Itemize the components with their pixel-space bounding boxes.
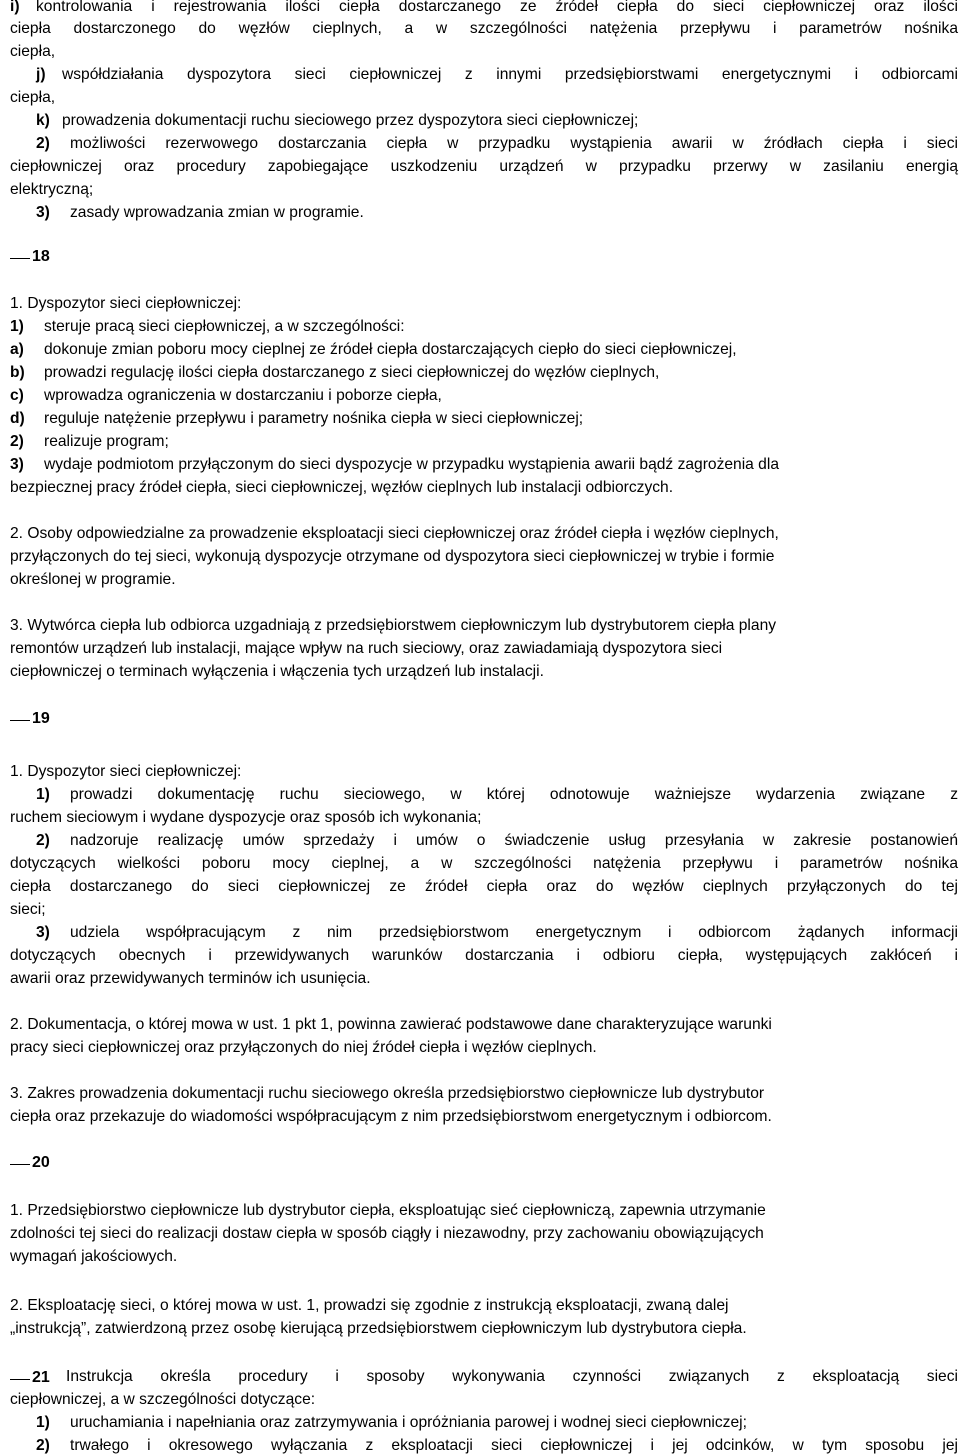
item-text: realizuje program; bbox=[44, 433, 169, 450]
item-label: a) bbox=[10, 341, 24, 358]
paragraph-line: pracy sieci ciepłowniczej oraz przyłączonych do niej źródeł ciepła i węzłów cieplnych. bbox=[10, 1039, 597, 1056]
item-label: 3) bbox=[36, 924, 50, 941]
item-label: 2) bbox=[36, 1437, 50, 1454]
paragraph-line: 1. Przedsiębiorstwo ciepłownicze lub dystrybutor ciepła, eksploatując sieć ciepłowniczą, zapewnia utrzymanie bbox=[10, 1202, 766, 1219]
paragraph-line: 3. Wytwórca ciepła lub odbiorca uzgadniają z przedsiębiorstwem ciepłowniczym lub dystrybutorem ciepła plany bbox=[10, 617, 777, 634]
paragraph-line: remontów urządzeń lub instalacji, mające wpływ na ruch sieciowy, oraz zawiadamiają dyspozytora sieci bbox=[10, 640, 723, 657]
section-number: 19 bbox=[32, 710, 50, 727]
item-text: trwałego i okresowego wyłączania z eksploatacji sieci ciepłowniczej i jej odcinków, w tym sposobu jej bbox=[70, 1437, 958, 1454]
paragraph-line: 2. Eksploatację sieci, o której mowa w ust. 1, prowadzi się zgodnie z instrukcją eksploatacji, zwaną dalej bbox=[10, 1297, 729, 1314]
paragraph-line: „instrukcją”, zatwierdzoną przez osobę kierującą przedsiębiorstwem ciepłowniczym lub dystrybutora ciepła. bbox=[10, 1320, 747, 1337]
item-j-line: współdziałania dyspozytora sieci ciepłowniczej z innymi przedsiębiorstwami energetycznymi i odbiorcami bbox=[62, 66, 958, 83]
item-label: 1) bbox=[36, 786, 50, 803]
item-i-line: ciepła dostarczonego do węzłów cieplnych, a w szczególności natężenia przepływu i parametrów nośnika bbox=[10, 20, 958, 37]
item-text: bezpiecznej pracy źródeł ciepła, sieci ciepłowniczej, węzłów cieplnych lub instalacji odbiorczych. bbox=[10, 479, 674, 496]
item-k-line: prowadzenia dokumentacji ruchu sieciowego przez dyspozytora sieci ciepłowniczej; bbox=[62, 112, 639, 129]
section-heading-20 bbox=[10, 1152, 50, 1173]
item-i-line: kontrolowania i rejestrowania ilości ciepła dostarczanego ze źródeł ciepła do sieci ciepłowniczej oraz ilości bbox=[36, 0, 958, 15]
item-label-k: k) bbox=[36, 112, 50, 129]
item-text: dotyczących wielkości poboru mocy cieplnej, a w szczególności natężenia przepływu i parametrów nośnika bbox=[10, 855, 958, 872]
item-label-i: i) bbox=[10, 0, 20, 15]
item-text: udziela współpracującym z nim przedsiębiorstwom energetycznym i odbiorcom żądanych informacji bbox=[70, 924, 958, 941]
item-text: ciepła dostarczanego do sieci ciepłowniczej ze źródeł ciepła oraz do węzłów cieplnych przyłączonych do tej bbox=[10, 878, 958, 895]
paragraph-line: określonej w programie. bbox=[10, 571, 176, 588]
paragraph-line: 2. Dokumentacja, o której mowa w ust. 1 pkt 1, powinna zawierać podstawowe dane charakteryzujące warunki bbox=[10, 1016, 772, 1033]
item-i-line: ciepła, bbox=[10, 43, 56, 60]
item-label-2: 2) bbox=[36, 135, 50, 152]
paragraph-line: ciepła oraz przekazuje do wiadomości współpracującym z nim przedsiębiorstwom energetycznym i odbiorcom. bbox=[10, 1108, 772, 1125]
paragraph-line: Instrukcja określa procedury i sposoby wykonywania czynności związanych z eksploatacją sieci bbox=[66, 1368, 958, 1385]
item-text: uruchamiania i napełniania oraz zatrzymywania i opróżniania parowej i wodnej sieci ciepłowniczej; bbox=[70, 1414, 747, 1431]
item-label: 1) bbox=[36, 1414, 50, 1431]
section-heading-19 bbox=[10, 708, 50, 729]
section-heading-18 bbox=[10, 246, 50, 267]
item-label: 2) bbox=[10, 433, 24, 450]
item-label: b) bbox=[10, 364, 25, 381]
item-text: wprowadza ograniczenia w dostarczaniu i poborze ciepła, bbox=[44, 387, 442, 404]
paragraph-line: 1. Dyspozytor sieci ciepłowniczej: bbox=[10, 763, 242, 780]
item-label: c) bbox=[10, 387, 24, 404]
item-label: 2) bbox=[36, 832, 50, 849]
section-number: 20 bbox=[32, 1154, 50, 1171]
item-text: prowadzi regulację ilości ciepła dostarczanego z sieci ciepłowniczej do węzłów cieplnych, bbox=[44, 364, 660, 381]
item-label: 1) bbox=[10, 318, 24, 335]
paragraph-line: przyłączonych do tej sieci, wykonują dyspozycje otrzymane od dyspozytora sieci ciepłowniczej w trybie i formie bbox=[10, 548, 775, 565]
paragraph-line: 3. Zakres prowadzenia dokumentacji ruchu sieciowego określa przedsiębiorstwo ciepłownicze lub dystrybutor bbox=[10, 1085, 765, 1102]
item-text: sieci; bbox=[10, 901, 46, 918]
item-label-3: 3) bbox=[36, 204, 50, 221]
paragraph-sign-icon bbox=[10, 708, 30, 721]
item-2-line: możliwości rezerwowego dostarczania ciepła w przypadku wystąpienia awarii w źródłach ciepła i sieci bbox=[70, 135, 958, 152]
paragraph-sign-icon bbox=[10, 246, 30, 259]
section-heading-21 bbox=[10, 1367, 50, 1388]
paragraph-line: 2. Osoby odpowiedzialne za prowadzenie eksploatacji sieci ciepłowniczej oraz źródeł ciepła i węzłów cieplnych, bbox=[10, 525, 779, 542]
section-number: 18 bbox=[32, 248, 50, 265]
paragraph-line: ciepłowniczej o terminach wyłączenia i włączenia tych urządzeń lub instalacji. bbox=[10, 663, 544, 680]
item-text: awarii oraz przewidywanych terminów ich usunięcia. bbox=[10, 970, 371, 987]
item-text: steruje pracą sieci ciepłowniczej, a w szczególności: bbox=[44, 318, 405, 335]
item-text: wydaje podmiotom przyłączonym do sieci dyspozycje w przypadku wystąpienia awarii bądź zagrożenia dla bbox=[44, 456, 779, 473]
paragraph-line: 1. Dyspozytor sieci ciepłowniczej: bbox=[10, 295, 242, 312]
paragraph-line: wymagań jakościowych. bbox=[10, 1248, 178, 1265]
item-j-line: ciepła, bbox=[10, 89, 56, 106]
item-2-line: ciepłowniczej oraz procedury zapobiegające uszkodzeniu urządzeń w przypadku przerwy w zasilaniu energią bbox=[10, 158, 958, 175]
item-2-line: elektryczną; bbox=[10, 181, 94, 198]
item-text: dotyczących obecnych i przewidywanych warunków dostarczania i odbioru ciepła, występujących zakłóceń i bbox=[10, 947, 958, 964]
item-label: d) bbox=[10, 410, 25, 427]
item-text: reguluje natężenie przepływu i parametry nośnika ciepła w sieci ciepłowniczej; bbox=[44, 410, 584, 427]
paragraph-sign-icon bbox=[10, 1152, 30, 1165]
item-text: nadzoruje realizację umów sprzedaży i umów o świadczenie usług przesyłania w zakresie postanowień bbox=[70, 832, 958, 849]
paragraph-line: ciepłowniczej, a w szczególności dotyczące: bbox=[10, 1391, 316, 1408]
item-label-j: j) bbox=[36, 66, 46, 83]
section-number: 21 bbox=[32, 1369, 50, 1386]
item-text: ruchem sieciowym i wydane dyspozycje oraz sposób ich wykonania; bbox=[10, 809, 482, 826]
item-3-line: zasady wprowadzania zmian w programie. bbox=[70, 204, 364, 221]
paragraph-line: zdolności tej sieci do realizacji dostaw ciepła w sposób ciągły i niezawodny, przy zachowaniu obowiązujących bbox=[10, 1225, 764, 1242]
paragraph-sign-icon bbox=[10, 1367, 30, 1380]
item-text: prowadzi dokumentację ruchu sieciowego, w której odnotowuje ważniejsze wydarzenia związane z bbox=[70, 786, 958, 803]
item-label: 3) bbox=[10, 456, 24, 473]
item-text: dokonuje zmian poboru mocy cieplnej ze źródeł ciepła dostarczających ciepło do sieci ciepłowniczej, bbox=[44, 341, 737, 358]
